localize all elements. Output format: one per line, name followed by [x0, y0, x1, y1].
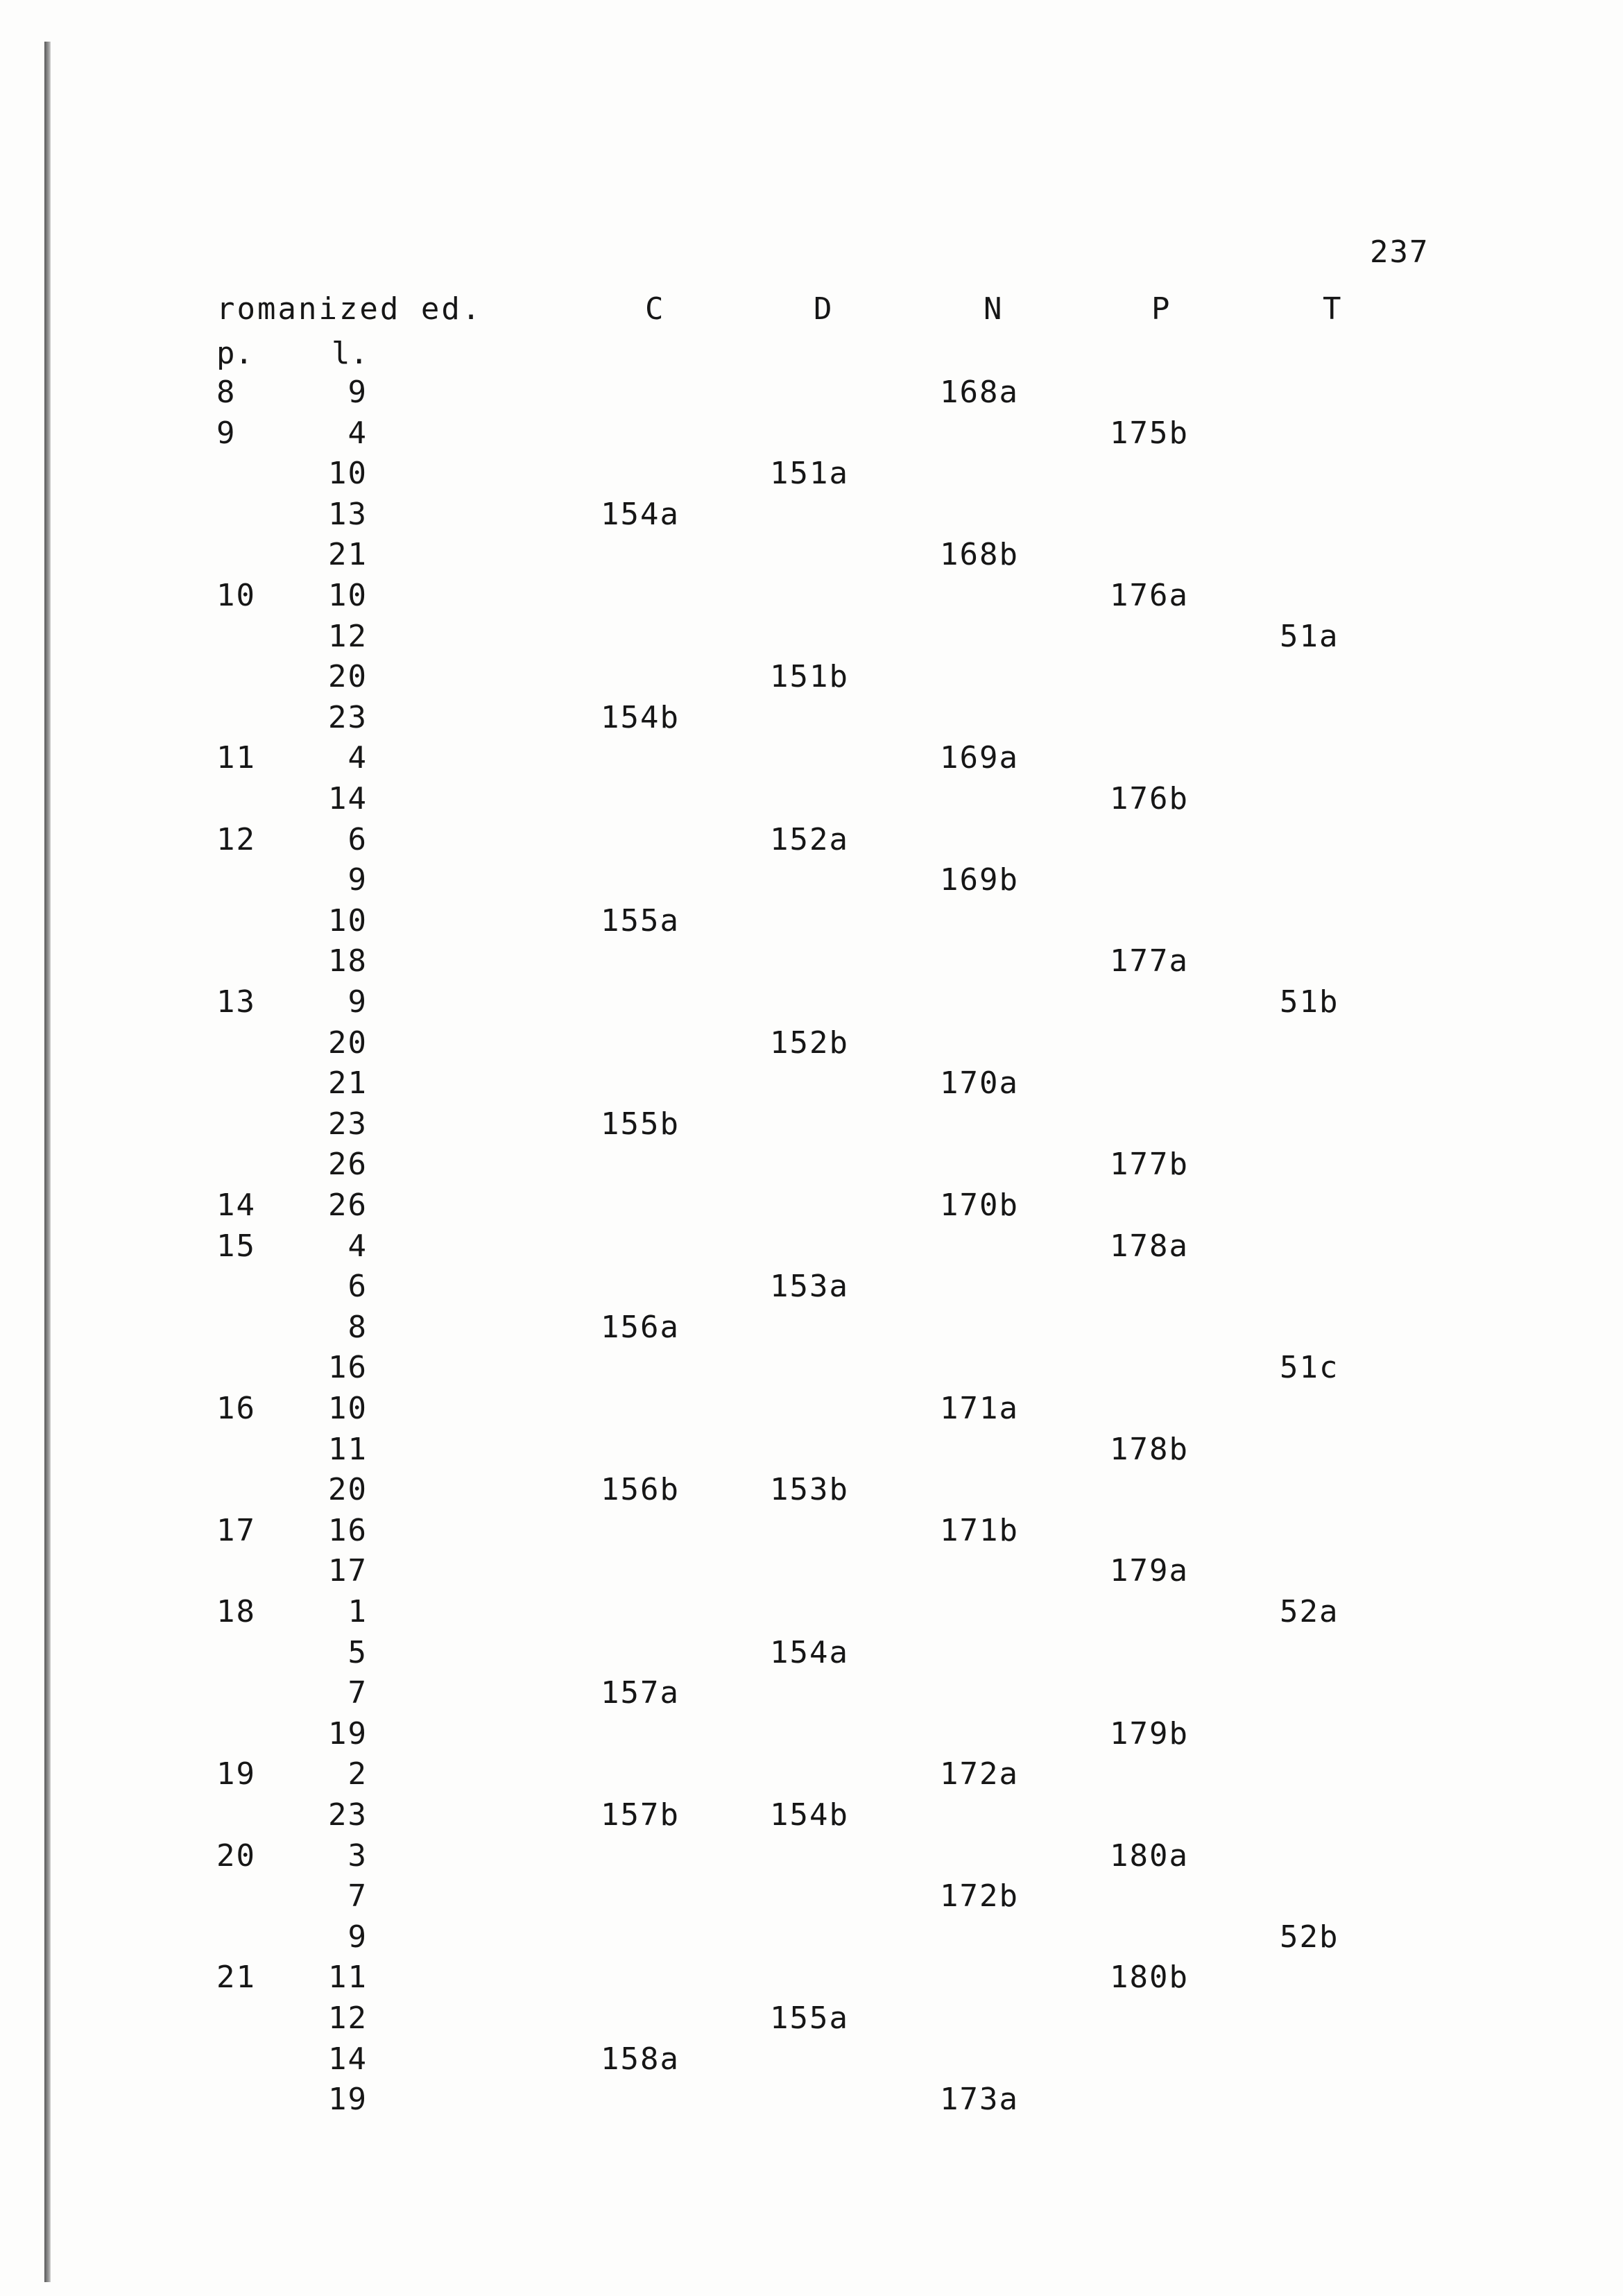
- line-cell: 5: [347, 1635, 368, 1670]
- col-t-cell: 52a: [1280, 1594, 1339, 1629]
- line-cell: 10: [328, 578, 368, 613]
- line-cell: 9: [347, 984, 368, 1020]
- col-p-cell: 178a: [1110, 1228, 1189, 1264]
- page-cell: 8: [216, 375, 237, 410]
- col-p-cell: 180b: [1110, 1960, 1189, 1995]
- col-c-cell: 155a: [601, 903, 680, 939]
- table-row: [0, 943, 1623, 984]
- col-c-cell: 156b: [601, 1472, 680, 1507]
- table-row: [0, 659, 1623, 699]
- page-cell: 19: [216, 1756, 256, 1792]
- line-cell: 26: [328, 1188, 368, 1223]
- line-cell: 20: [328, 1025, 368, 1061]
- col-c-cell: 157a: [601, 1675, 680, 1711]
- table-row: [0, 781, 1623, 821]
- col-t-cell: 51a: [1280, 619, 1339, 654]
- line-cell: 6: [347, 822, 368, 857]
- table-row: [0, 1432, 1623, 1472]
- line-cell: 14: [328, 2041, 368, 2077]
- table-row: [0, 1756, 1623, 1797]
- col-n-cell: 173a: [940, 2082, 1019, 2117]
- col-p-cell: 175b: [1110, 415, 1189, 451]
- page-cell: 20: [216, 1838, 256, 1874]
- col-p-cell: 176b: [1110, 781, 1189, 816]
- table-row: [0, 1553, 1623, 1593]
- table-row: [0, 1675, 1623, 1715]
- col-p-cell: 177a: [1110, 943, 1189, 979]
- subheader-page: p.: [216, 336, 253, 371]
- table-row: [0, 740, 1623, 780]
- col-n-cell: 170b: [940, 1188, 1019, 1223]
- col-p-cell: 179b: [1110, 1716, 1189, 1751]
- line-cell: 16: [328, 1350, 368, 1385]
- table-row: [0, 1838, 1623, 1878]
- page-cell: 9: [216, 415, 237, 451]
- header-source: romanized ed.: [216, 291, 483, 327]
- header-col-n: N: [984, 291, 1004, 327]
- line-cell: 26: [328, 1147, 368, 1182]
- line-cell: 4: [347, 740, 368, 776]
- col-d-cell: 154a: [770, 1635, 849, 1670]
- line-cell: 20: [328, 659, 368, 694]
- col-p-cell: 180a: [1110, 1838, 1189, 1874]
- col-n-cell: 169b: [940, 862, 1019, 898]
- table-row: [0, 1065, 1623, 1106]
- line-cell: 19: [328, 2082, 368, 2117]
- header-col-c: C: [645, 291, 666, 327]
- table-row: [0, 1472, 1623, 1512]
- col-n-cell: 172a: [940, 1756, 1019, 1792]
- col-n-cell: 168a: [940, 375, 1019, 410]
- page-number: 237: [1370, 234, 1429, 270]
- col-c-cell: 158a: [601, 2041, 680, 2077]
- line-cell: 19: [328, 1716, 368, 1751]
- line-cell: 4: [347, 415, 368, 451]
- table-row: [0, 2082, 1623, 2122]
- line-cell: 23: [328, 700, 368, 735]
- col-d-cell: 152b: [770, 1025, 849, 1061]
- table-row: [0, 1310, 1623, 1350]
- line-cell: 17: [328, 1553, 368, 1588]
- col-n-cell: 169a: [940, 740, 1019, 776]
- table-row: [0, 1513, 1623, 1553]
- col-p-cell: 177b: [1110, 1147, 1189, 1182]
- col-c-cell: 157b: [601, 1797, 680, 1833]
- page-cell: 13: [216, 984, 256, 1020]
- col-d-cell: 153a: [770, 1269, 849, 1304]
- col-d-cell: 154b: [770, 1797, 849, 1833]
- table-row: [0, 1228, 1623, 1269]
- table-row: [0, 1594, 1623, 1634]
- table-row: [0, 1919, 1623, 1960]
- subheader-line: l.: [332, 336, 368, 371]
- line-cell: 13: [328, 497, 368, 532]
- line-cell: 11: [328, 1432, 368, 1467]
- line-cell: 3: [347, 1838, 368, 1874]
- col-n-cell: 170a: [940, 1065, 1019, 1101]
- col-c-cell: 155b: [601, 1106, 680, 1142]
- page-cell: 10: [216, 578, 256, 613]
- page-cell: 17: [216, 1513, 256, 1548]
- line-cell: 20: [328, 1472, 368, 1507]
- table-row: [0, 1391, 1623, 1431]
- col-n-cell: 171a: [940, 1391, 1019, 1426]
- col-t-cell: 52b: [1280, 1919, 1339, 1955]
- table-row: [0, 2001, 1623, 2041]
- col-n-cell: 168b: [940, 537, 1019, 572]
- col-d-cell: 155a: [770, 2001, 849, 2036]
- table-row: [0, 578, 1623, 618]
- table-row: [0, 2041, 1623, 2082]
- line-cell: 10: [328, 456, 368, 491]
- line-cell: 12: [328, 2001, 368, 2036]
- line-cell: 23: [328, 1106, 368, 1142]
- page-cell: 15: [216, 1228, 256, 1264]
- line-cell: 14: [328, 781, 368, 816]
- col-c-cell: 156a: [601, 1310, 680, 1345]
- line-cell: 2: [347, 1756, 368, 1792]
- line-cell: 7: [347, 1878, 368, 1914]
- page-cell: 12: [216, 822, 256, 857]
- line-cell: 23: [328, 1797, 368, 1833]
- page-cell: 18: [216, 1594, 256, 1629]
- header-col-t: T: [1323, 291, 1343, 327]
- line-cell: 9: [347, 375, 368, 410]
- col-p-cell: 178b: [1110, 1432, 1189, 1467]
- table-row: [0, 700, 1623, 740]
- col-d-cell: 153b: [770, 1472, 849, 1507]
- table-row: [0, 1797, 1623, 1837]
- table-row: [0, 375, 1623, 415]
- line-cell: 16: [328, 1513, 368, 1548]
- table-row: [0, 862, 1623, 902]
- table-row: [0, 1188, 1623, 1228]
- table-row: [0, 415, 1623, 456]
- col-c-cell: 154a: [601, 497, 680, 532]
- line-cell: 10: [328, 903, 368, 939]
- line-cell: 21: [328, 537, 368, 572]
- col-d-cell: 151a: [770, 456, 849, 491]
- table-row: [0, 456, 1623, 496]
- table-row: [0, 903, 1623, 943]
- header-col-p: P: [1151, 291, 1172, 327]
- page-cell: 16: [216, 1391, 256, 1426]
- table-row: [0, 497, 1623, 537]
- table-row: [0, 1269, 1623, 1309]
- table-row: [0, 619, 1623, 659]
- col-d-cell: 151b: [770, 659, 849, 694]
- col-t-cell: 51c: [1280, 1350, 1339, 1385]
- page-cell: 21: [216, 1960, 256, 1995]
- col-p-cell: 179a: [1110, 1553, 1189, 1588]
- table-row: [0, 1635, 1623, 1675]
- col-p-cell: 176a: [1110, 578, 1189, 613]
- table-row: [0, 1147, 1623, 1187]
- page-cell: 14: [216, 1188, 256, 1223]
- line-cell: 8: [347, 1310, 368, 1345]
- header-col-d: D: [814, 291, 834, 327]
- table-row: [0, 822, 1623, 862]
- line-cell: 1: [347, 1594, 368, 1629]
- table-row: [0, 1106, 1623, 1147]
- table-row: [0, 1960, 1623, 2000]
- table-row: [0, 537, 1623, 577]
- table-row: [0, 1350, 1623, 1390]
- line-cell: 10: [328, 1391, 368, 1426]
- line-cell: 11: [328, 1960, 368, 1995]
- line-cell: 9: [347, 1919, 368, 1955]
- table-row: [0, 1025, 1623, 1065]
- table-row: [0, 984, 1623, 1025]
- line-cell: 21: [328, 1065, 368, 1101]
- line-cell: 12: [328, 619, 368, 654]
- line-cell: 6: [347, 1269, 368, 1304]
- line-cell: 4: [347, 1228, 368, 1264]
- table-row: [0, 1716, 1623, 1756]
- col-c-cell: 154b: [601, 700, 680, 735]
- line-cell: 7: [347, 1675, 368, 1711]
- line-cell: 9: [347, 862, 368, 898]
- col-d-cell: 152a: [770, 822, 849, 857]
- line-cell: 18: [328, 943, 368, 979]
- table-row: [0, 1878, 1623, 1919]
- col-n-cell: 172b: [940, 1878, 1019, 1914]
- col-n-cell: 171b: [940, 1513, 1019, 1548]
- page-cell: 11: [216, 740, 256, 776]
- col-t-cell: 51b: [1280, 984, 1339, 1020]
